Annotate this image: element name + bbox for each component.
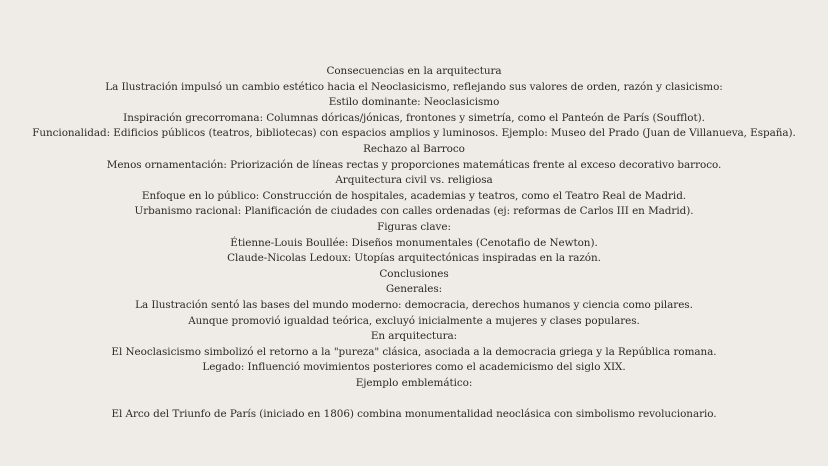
list-item: Enfoque en lo público: Construcción de hospitales, academias y teatros, como el Teatro Real de Madrid. [141, 189, 687, 202]
section-heading-civil: Arquitectura civil vs. religiosa [335, 174, 493, 187]
section-heading-baroque: Rechazo al Barroco [363, 142, 465, 155]
list-item: Étienne-Louis Boullée: Diseños monumentales (Cenotafio de Newton). [230, 236, 598, 249]
list-item: La Ilustración sentó las bases del mundo moderno: democracia, derechos humanos y ciencia como pilares. [135, 298, 693, 311]
document-body [0, 64, 828, 423]
list-item: El Neoclasicismo simbolizó el retorno a la "pureza" clásica, asociada a la democracia griega y la República romana. [111, 345, 717, 358]
section-heading-figures: Figuras clave: [377, 220, 451, 233]
list-item: Legado: Influenció movimientos posteriores como el academicismo del siglo XIX. [202, 361, 626, 374]
example-paragraph: El Arco del Triunfo de París (iniciado en 1806) combina monumentalidad neoclásica con simbolismo revolucionario. [111, 408, 717, 421]
blank-line [0, 391, 828, 407]
list-item: Funcionalidad: Edificios públicos (teatros, bibliotecas) con espacios amplios y luminosos. Ejemplo: Museo del Prado (Juan de Villanueva, España). [32, 127, 796, 140]
list-item: Menos ornamentación: Priorización de líneas rectas y proporciones matemáticas frente al exceso decorativo barroco. [106, 158, 722, 171]
list-item: Inspiración grecorromana: Columnas dóricas/jónicas, frontones y simetría, como el Panteón de París (Soufflot). [123, 111, 705, 124]
section-heading-example: Ejemplo emblemático: [355, 376, 473, 389]
section-heading-style: Estilo dominante: Neoclasicismo [328, 96, 500, 109]
section-heading-general: Generales: [385, 283, 443, 296]
section-heading-conclusions: Conclusiones [379, 267, 449, 280]
section-heading-architecture: En arquitectura: [370, 330, 458, 343]
intro-paragraph: La Ilustración impulsó un cambio estético hacia el Neoclasicismo, reflejando sus valores de orden, razón y clasicismo: [105, 80, 723, 93]
document-title: Consecuencias en la arquitectura [326, 65, 502, 77]
list-item: Urbanismo racional: Planificación de ciudades con calles ordenadas (ej: reformas de Carlos III en Madrid). [134, 205, 694, 218]
list-item: Aunque promovió igualdad teórica, excluyó inicialmente a mujeres y clases populares. [188, 314, 640, 327]
list-item: Claude-Nicolas Ledoux: Utopías arquitectónicas inspiradas en la razón. [227, 252, 601, 265]
